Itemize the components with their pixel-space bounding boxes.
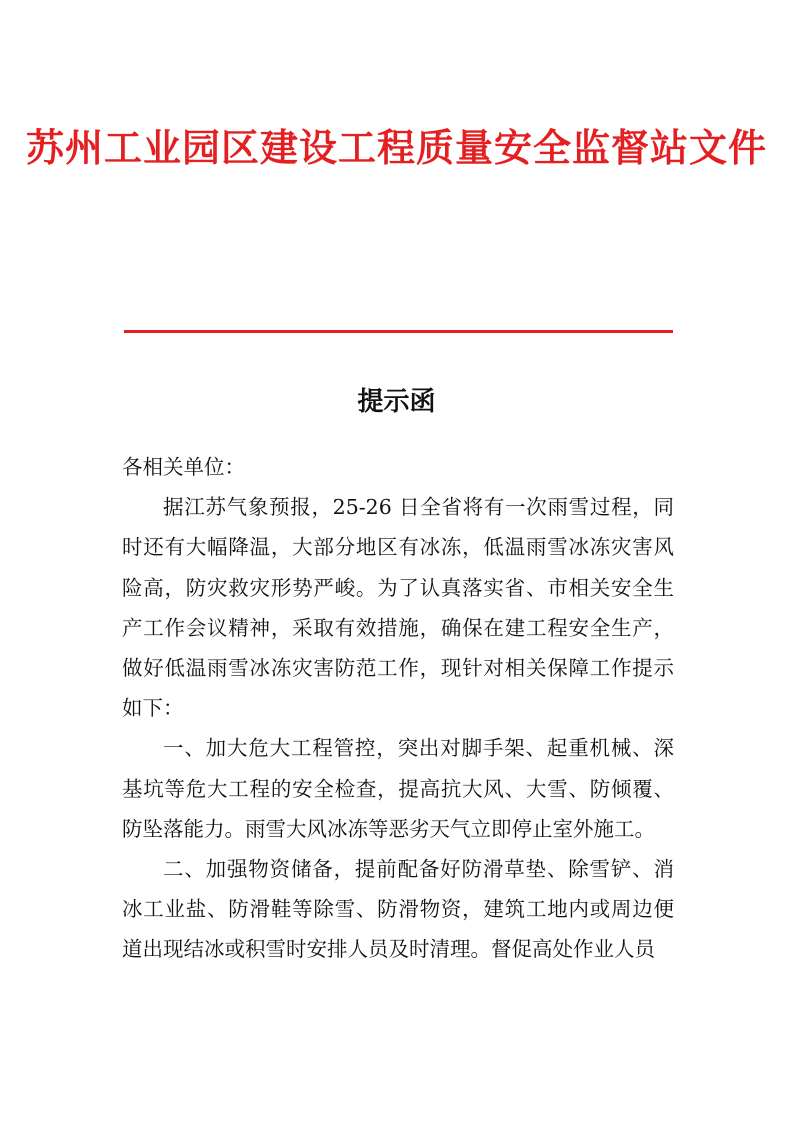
header-divider-rule	[124, 330, 673, 333]
paragraph-item-1: 一、加大危大工程管控，突出对脚手架、起重机械、深基坑等危大工程的安全检查，提高抗大风、大雪、防倾覆、防坠落能力。雨雪大风冰冻等恶劣天气立即停止室外施工。	[122, 736, 674, 841]
salutation: 各相关单位：	[122, 455, 245, 479]
issuer-header-title: 苏州工业园区建设工程质量安全监督站文件	[25, 126, 767, 170]
document-body	[122, 447, 674, 970]
paragraph-intro: 据江苏气象预报，25-26 日全省将有一次雨雪过程，同时还有大幅降温，大部分地区有冰冻，低温雨雪冰冻灾害风险高，防灾救灾形势严峻。为了认真落实省、市相关安全生产工作会议精神，采取有效措施，确保在建工程安全生产，做好低温雨雪冰冻灾害防范工作，现针对相关保障工作提示如下：	[122, 495, 674, 721]
paragraph-item-2: 二、加强物资储备，提前配备好防滑草垫、除雪铲、消冰工业盐、防滑鞋等除雪、防滑物资，建筑工地内或周边便道出现结冰或积雪时安排人员及时清理。督促高处作业人员	[122, 857, 674, 962]
document-title: 提示函	[357, 387, 436, 417]
